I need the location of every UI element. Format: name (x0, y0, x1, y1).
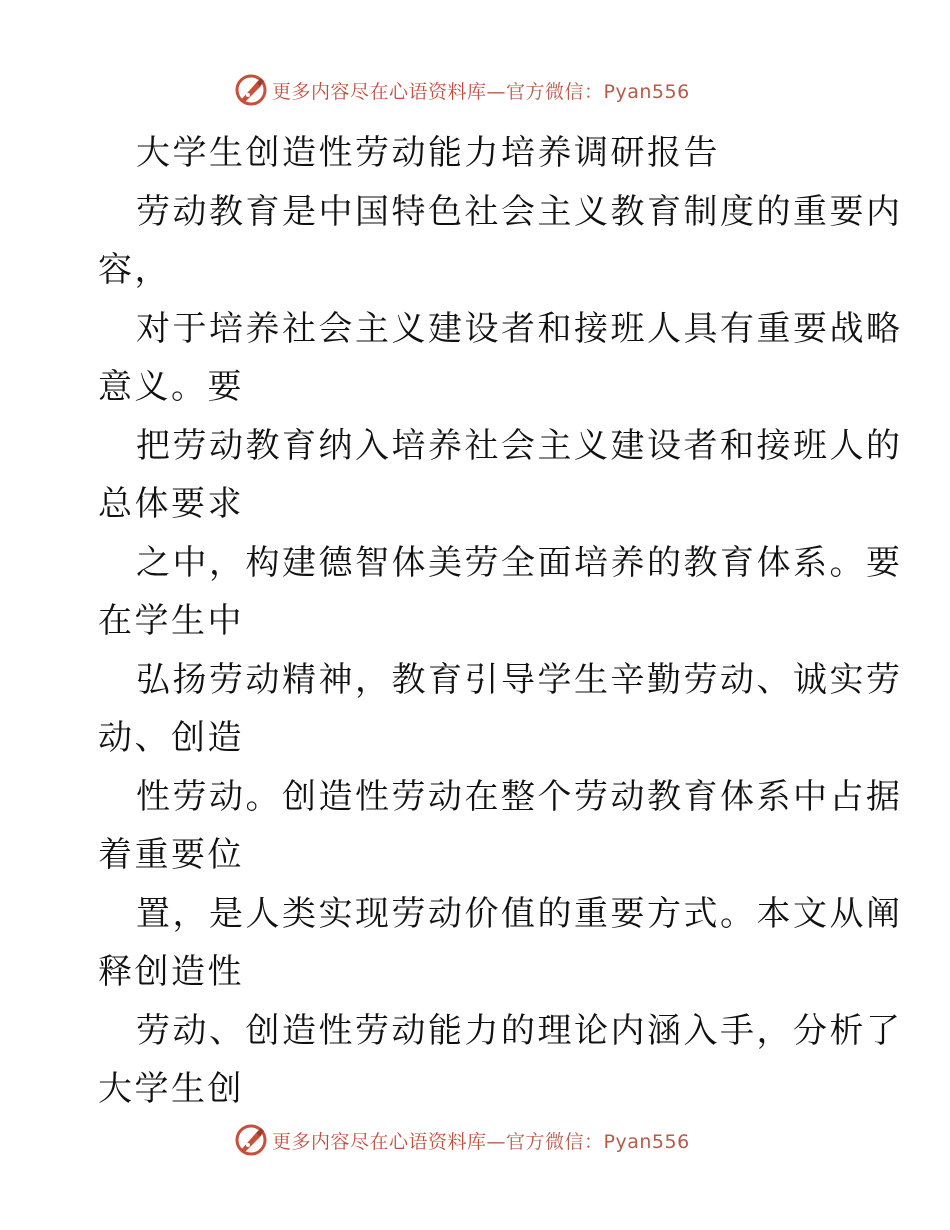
watermark-main-text: 更多内容尽在心语资料库 (272, 1130, 487, 1153)
text-line: 在学生中 (98, 601, 244, 641)
text-line: 动、创造 (98, 718, 244, 758)
text-line: 之中，构建德智体美劳全面培养的教育体系。要 (136, 542, 903, 583)
text-line: 性劳动。创造性劳动在整个劳动教育体系中占据 (136, 776, 903, 817)
text-line: 对于培养社会主义建设者和接班人具有重要战略 (136, 308, 903, 349)
watermark-sub-text: —官方微信：Pyan556 (486, 80, 690, 103)
document-title: 大学生创造性劳动能力培养调研报告 (136, 133, 720, 173)
header-watermark (234, 72, 690, 108)
footer-watermark (234, 1122, 690, 1158)
text-line: 大学生创 (98, 1069, 244, 1109)
text-line: 把劳动教育纳入培养社会主义建设者和接班人的 (136, 425, 903, 466)
text-line: 置，是人类实现劳动价值的重要方式。本文从阐 (136, 893, 903, 934)
watermark-main-text: 更多内容尽在心语资料库 (272, 80, 487, 103)
text-line: 总体要求 (98, 484, 244, 524)
text-line: 着重要位 (98, 835, 244, 875)
pen-logo-icon (234, 73, 268, 107)
watermark-sub-text: —官方微信：Pyan556 (486, 1130, 690, 1153)
body-text (98, 124, 903, 1119)
text-line: 劳动教育是中国特色社会主义教育制度的重要内 (136, 191, 903, 232)
text-line: 释创造性 (98, 952, 244, 992)
text-line: 容， (98, 250, 171, 290)
pen-logo-icon (234, 1123, 268, 1157)
text-line: 劳动、创造性劳动能力的理论内涵入手，分析了 (136, 1010, 903, 1051)
text-line: 弘扬劳动精神，教育引导学生辛勤劳动、诚实劳 (136, 659, 903, 700)
text-line: 意义。要 (98, 367, 244, 407)
